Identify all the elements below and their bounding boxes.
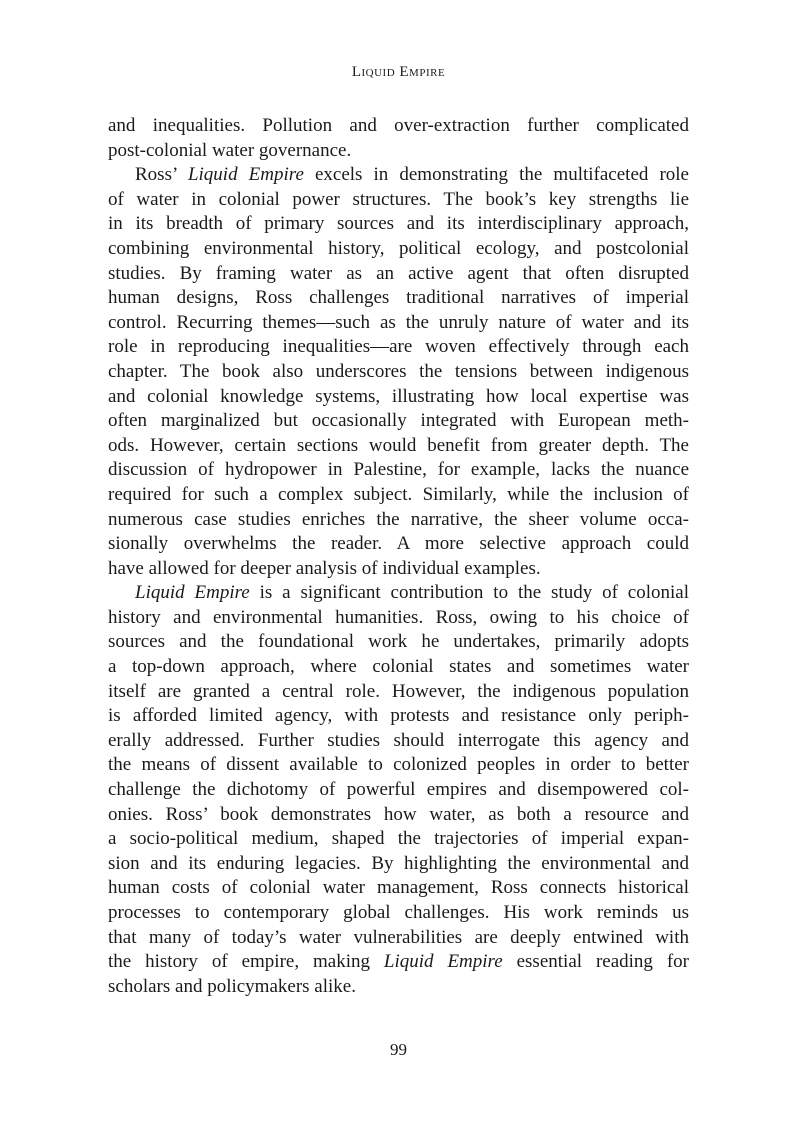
book-title: Liquid Empire (135, 582, 250, 604)
body-text (108, 114, 689, 999)
text-line: numerous case studies enriches the narrative, the sheer volume occa- (108, 508, 689, 530)
text-fragment: is a significant contribution to the study of colonial (249, 582, 689, 604)
running-head: Liquid Empire (351, 64, 446, 80)
text-line: control. Recurring themes—such as the unruly nature of water and its (108, 311, 689, 333)
text-line: challenge the dichotomy of powerful empires and disempowered col- (108, 779, 689, 801)
text-line: sionally overwhelms the reader. A more selective approach could (108, 533, 689, 555)
text-line: and colonial knowledge systems, illustrating how local expertise was (108, 385, 689, 407)
text-line: sion and its enduring legacies. By highlighting the environmental and (108, 852, 689, 874)
text-line: human costs of colonial water management, Ross connects historical (108, 877, 689, 899)
text-fragment: essential reading for (502, 951, 689, 973)
text-fragment: Ross’ (135, 164, 188, 186)
text-line: and inequalities. Pollution and over-extraction further complicated (108, 115, 689, 136)
text-line: have allowed for deeper analysis of individual examples. (108, 557, 541, 579)
text-line: combining environmental history, political ecology, and postcolonial (108, 237, 689, 259)
text-line: discussion of hydropower in Palestine, for example, lacks the nuance (108, 459, 689, 481)
text-line: history and environmental humanities. Ross, owing to his choice of (108, 606, 689, 628)
text-line: scholars and policymakers alike. (108, 975, 356, 997)
page-number: 99 (390, 1040, 407, 1059)
text-line: of water in colonial power structures. The book’s key strengths lie (108, 188, 689, 210)
text-line: human designs, Ross challenges traditional narratives of imperial (108, 287, 689, 309)
text-line (108, 581, 689, 606)
text-line: a top-down approach, where colonial states and sometimes water (108, 656, 689, 678)
text-line: the means of dissent available to colonized peoples in order to better (108, 754, 689, 776)
text-fragment: the history of empire, making (108, 951, 384, 973)
text-line: is afforded limited agency, with protests and resistance only periph- (108, 705, 689, 727)
text-line: ods. However, certain sections would benefit from greater depth. The (108, 434, 689, 456)
text-line: chapter. The book also underscores the tensions between indigenous (108, 360, 689, 382)
text-line (108, 950, 689, 975)
text-fragment: excels in demonstrating the multifaceted role (303, 164, 689, 186)
text-line (108, 163, 689, 188)
book-title: Liquid Empire (383, 951, 503, 973)
text-line: in its breadth of primary sources and its interdisciplinary approach, (108, 213, 689, 235)
text-line: that many of today’s water vulnerabilities are deeply entwined with (108, 926, 689, 948)
text-line: onies. Ross’ book demonstrates how water, as both a resource and (108, 803, 689, 825)
text-line: erally addressed. Further studies should interrogate this agency and (108, 729, 689, 751)
text-line: required for such a complex subject. Similarly, while the inclusion of (108, 483, 689, 505)
text-line: itself are granted a central role. However, the indigenous population (108, 680, 689, 702)
text-line: a socio-political medium, shaped the trajectories of imperial expan- (108, 828, 689, 850)
text-line: sources and the foundational work he undertakes, primarily adopts (108, 631, 689, 653)
text-line: role in reproducing inequalities—are woven effectively through each (108, 336, 689, 358)
book-title: Liquid Empire (187, 164, 304, 186)
text-line: post-colonial water governance. (108, 139, 352, 161)
text-line: studies. By framing water as an active agent that often disrupted (108, 262, 689, 284)
text-line: often marginalized but occasionally integrated with European meth- (108, 410, 689, 432)
text-line: processes to contemporary global challenges. His work reminds us (108, 902, 689, 923)
